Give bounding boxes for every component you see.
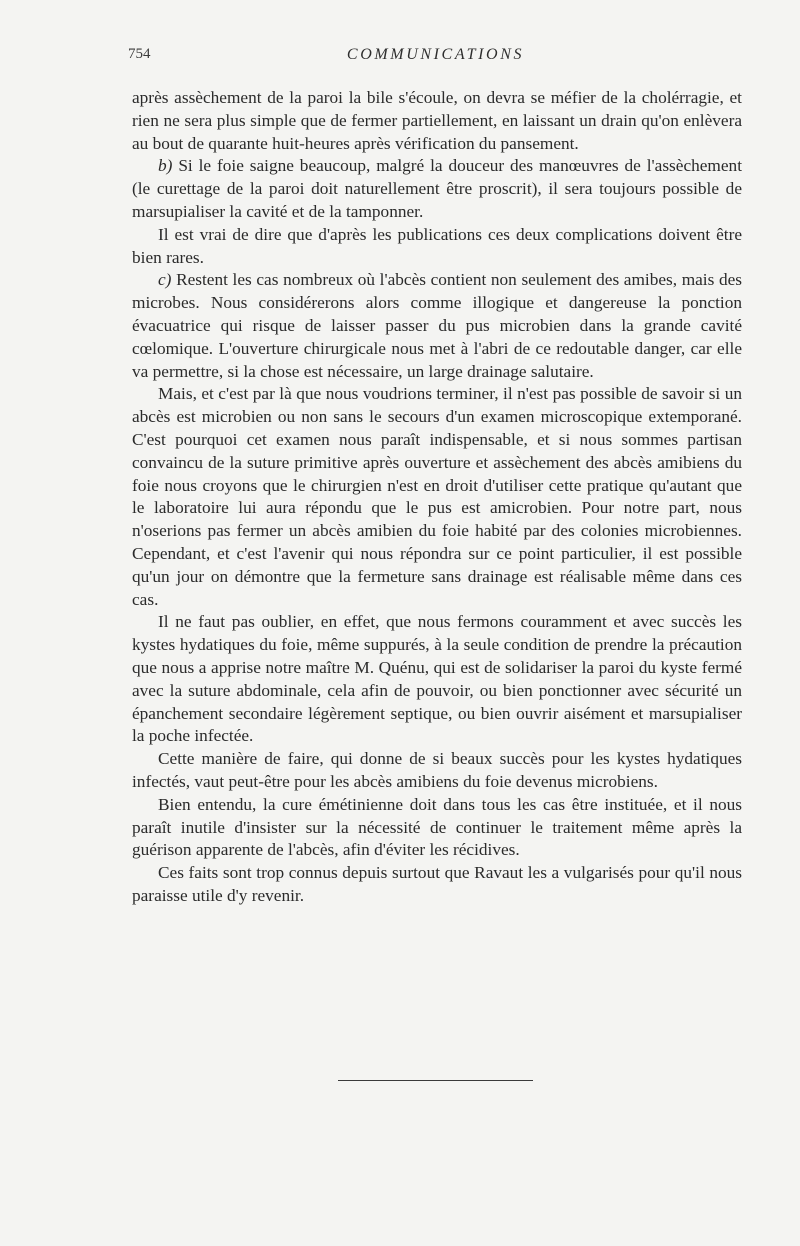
paragraph-text: Restent les cas nombreux où l'abcès contient non seulement des amibes, mais des microbes. Nous considérerons alors comme illogique et dangereuse la ponction évacuatrice qui risque de laisser passer du pus microbien dans la grande cavité cœlomique. L'ouverture chirurgicale nous met à l'abri de ce redoutable danger, car elle va permettre, si la chose est nécessaire, un large drainage salutaire. [132, 270, 742, 381]
paragraph [132, 862, 742, 908]
paragraph-text: Si le foie saigne beaucoup, malgré la douceur des manœuvres de l'assèchement (le curettage de la paroi doit naturellement être proscrit), il sera toujours possible de marsupialiser la cavité et de la tamponner. [132, 156, 742, 221]
paragraph-text: Bien entendu, la cure émétinienne doit dans tous les cas être instituée, et il nous paraît inutile d'insister sur la nécessité de continuer le traitement même après la guérison apparente de l'abcès, afin d'éviter les récidives. [132, 794, 742, 860]
paragraph-text: Cette manière de faire, qui donne de si beaux succès pour les kystes hydatiques infectés, vaut peut-être pour les abcès amibiens du foie devenus microbiens. [132, 749, 742, 791]
running-head [128, 46, 743, 68]
paragraph-text: Ces faits sont trop connus depuis surtout que Ravaut les a vulgarisés pour qu'il nous paraisse utile d'y revenir. [132, 863, 742, 905]
paragraph [132, 383, 742, 611]
paragraph-text: Il est vrai de dire que d'après les publications ces deux complications doivent être bien rares. [132, 224, 742, 267]
list-marker: b) [158, 156, 173, 176]
paragraph [132, 611, 742, 748]
paragraph-text: Mais, et c'est par là que nous voudrions terminer, il n'est pas possible de savoir si un abcès est microbien ou non sans le secours d'un examen microscopique extemporané. C'est pourquoi cet examen nous paraît indispensable, et si nous sommes partisan convaincu de la suture primitive après ouverture et assèchement des abcès amibiens du foie nous croyons que le chirurgien n'est en droit d'utiliser cette pratique qu'autant que le laboratoire lui aura répondu que le pus est amicrobien. Pour notre part, nous n'oserions pas fermer un abcès amibien du foie habité par des colonies microbiennes. Cependant, et c'est l'avenir qui nous répondra sur ce point particulier, il est possible qu'un jour on démontre que la fermeture sans drainage est réalisable même dans ces cas. [132, 384, 742, 609]
paragraph [132, 87, 742, 155]
paragraph [132, 155, 742, 223]
end-rule [338, 1080, 533, 1081]
list-marker: c) [158, 270, 172, 290]
paragraph [132, 748, 742, 794]
page-number: 754 [128, 46, 151, 62]
paragraph-text: Il ne faut pas oublier, en effet, que nous fermons couramment et avec succès les kystes hydatiques du foie, même suppurés, à la seule condition de prendre la précaution que nous a apprise notre maître M. Quénu, qui est de solidariser la paroi du kyste fermé avec la suture abdominale, cela afin de pouvoir, ou bien ponctionner avec sécurité un épanchement secondaire légèrement septique, ou bien ouvrir aisément et marsupialiser la poche infectée. [132, 612, 742, 746]
body-text [132, 87, 742, 908]
paragraph [132, 269, 742, 383]
paragraph [132, 794, 742, 862]
section-title: COMMUNICATIONS [346, 46, 525, 63]
paragraph-text: après assèchement de la paroi la bile s'écoule, on devra se méfier de la cholérragie, et rien ne sera plus simple que de fermer partiellement, en laissant un drain qu'on enlèvera au bout de quarante huit-heures après vérification du pansement. [132, 88, 742, 153]
paragraph [132, 224, 742, 270]
